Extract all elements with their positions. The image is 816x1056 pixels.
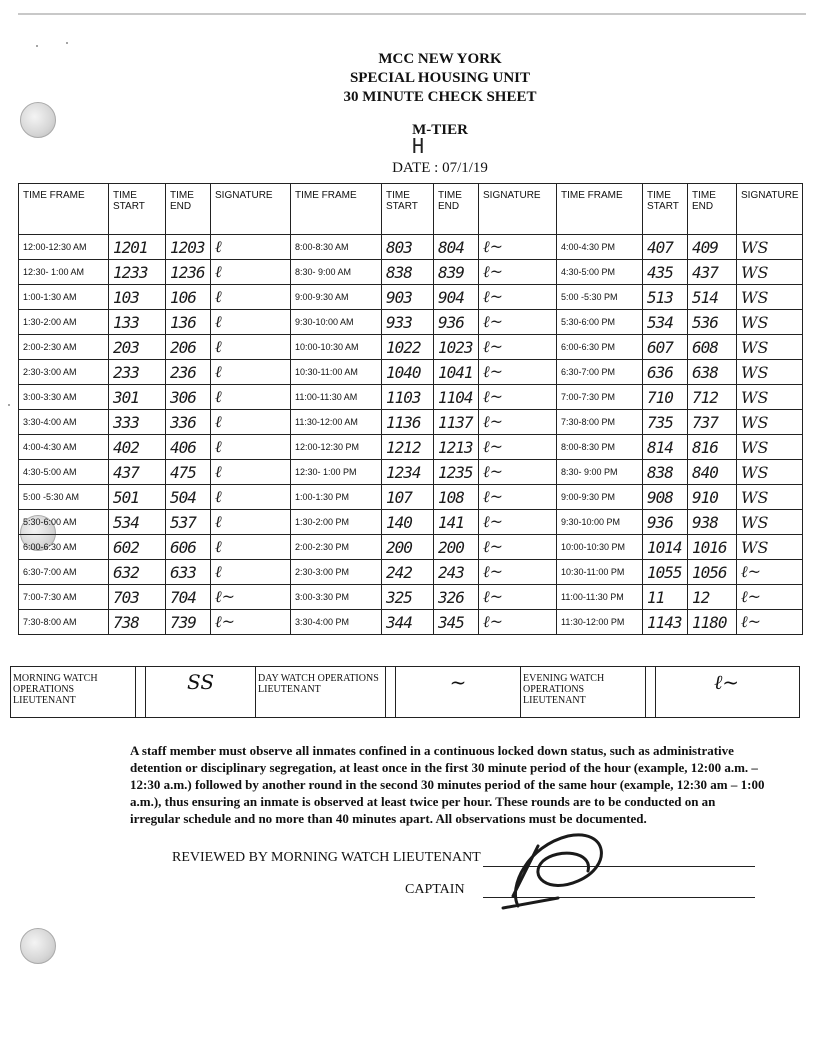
time-end-cell: 206 xyxy=(166,335,211,360)
signature-cell: ℓ xyxy=(211,360,291,385)
time-frame-cell: 10:30-11:00 PM xyxy=(557,560,643,585)
time-start-cell: 1055 xyxy=(643,560,688,585)
time-frame-cell: 1:30-2:00 AM xyxy=(19,310,109,335)
time-start-cell: 11 xyxy=(643,585,688,610)
signature-cell: ℓ xyxy=(211,460,291,485)
time-frame-cell: 11:00-11:30 PM xyxy=(557,585,643,610)
time-frame-cell: 6:00-6:30 AM xyxy=(19,535,109,560)
evening-lieutenant-label: EVENING WATCH OPERATIONS LIEUTENANT xyxy=(521,667,646,717)
time-end-cell: 1235 xyxy=(434,460,479,485)
table-row xyxy=(19,310,803,335)
signature-cell: WS xyxy=(737,260,803,285)
time-end-cell: 537 xyxy=(166,510,211,535)
sheet-title: 30 MINUTE CHECK SHEET xyxy=(343,89,537,105)
time-frame-cell: 5:00 -5:30 AM xyxy=(19,485,109,510)
time-frame-cell: 6:30-7:00 PM xyxy=(557,360,643,385)
evening-lieutenant-signature: ℓ~ xyxy=(713,670,740,694)
col-time-start: TIME START xyxy=(382,184,434,235)
signature-cell: ℓ xyxy=(211,310,291,335)
time-end-cell: 816 xyxy=(688,435,737,460)
time-start-cell: 107 xyxy=(382,485,434,510)
signature-cell: ℓ~ xyxy=(479,610,557,635)
table-row xyxy=(19,535,803,560)
time-start-cell: 838 xyxy=(643,460,688,485)
time-end-cell: 409 xyxy=(688,235,737,260)
time-frame-cell: 6:00-6:30 PM xyxy=(557,335,643,360)
signature-cell: WS xyxy=(737,460,803,485)
time-end-cell: 236 xyxy=(166,360,211,385)
time-start-cell: 632 xyxy=(109,560,166,585)
time-end-cell: 12 xyxy=(688,585,737,610)
time-frame-cell: 10:00-10:30 PM xyxy=(557,535,643,560)
time-frame-cell: 4:00-4:30 PM xyxy=(557,235,643,260)
time-frame-cell: 12:00-12:30 PM xyxy=(291,435,382,460)
time-end-cell: 633 xyxy=(166,560,211,585)
cell-spacer xyxy=(386,667,396,717)
time-end-cell: 475 xyxy=(166,460,211,485)
time-end-cell: 638 xyxy=(688,360,737,385)
time-end-cell: 712 xyxy=(688,385,737,410)
time-frame-cell: 5:30-6:00 PM xyxy=(557,310,643,335)
time-frame-cell: 11:00-11:30 AM xyxy=(291,385,382,410)
time-frame-cell: 8:00-8:30 AM xyxy=(291,235,382,260)
time-end-cell: 536 xyxy=(688,310,737,335)
table-row xyxy=(19,410,803,435)
table-row xyxy=(19,335,803,360)
signature-cell: ℓ~ xyxy=(479,235,557,260)
time-frame-cell: 9:30-10:00 PM xyxy=(557,510,643,535)
time-end-cell: 306 xyxy=(166,385,211,410)
signature-cell: WS xyxy=(737,310,803,335)
time-end-cell: 938 xyxy=(688,510,737,535)
time-start-cell: 1234 xyxy=(382,460,434,485)
day-lieutenant-signature: ~ xyxy=(396,667,521,717)
time-start-cell: 407 xyxy=(643,235,688,260)
time-frame-cell: 8:00-8:30 PM xyxy=(557,435,643,460)
time-start-cell: 344 xyxy=(382,610,434,635)
signature-cell: ℓ xyxy=(211,485,291,510)
time-end-cell: 804 xyxy=(434,235,479,260)
time-frame-cell: 2:30-3:00 PM xyxy=(291,560,382,585)
institution-name: MCC NEW YORK xyxy=(378,51,502,67)
time-end-cell: 326 xyxy=(434,585,479,610)
time-frame-cell: 7:30-8:00 AM xyxy=(19,610,109,635)
time-frame-cell: 9:00-9:30 PM xyxy=(557,485,643,510)
time-start-cell: 325 xyxy=(382,585,434,610)
table-row xyxy=(19,285,803,310)
scan-speck xyxy=(36,45,38,47)
time-end-cell: 514 xyxy=(688,285,737,310)
time-end-cell: 704 xyxy=(166,585,211,610)
signature-cell: ℓ~ xyxy=(479,385,557,410)
morning-lieutenant-signature: SS xyxy=(146,667,256,717)
signature-cell: ℓ xyxy=(211,410,291,435)
time-frame-cell: 12:00-12:30 AM xyxy=(19,235,109,260)
time-end-cell: 1056 xyxy=(688,560,737,585)
signature-cell: ℓ~ xyxy=(479,310,557,335)
time-frame-cell: 11:30-12:00 AM xyxy=(291,410,382,435)
time-frame-cell: 5:00 -5:30 PM xyxy=(557,285,643,310)
time-start-cell: 1040 xyxy=(382,360,434,385)
time-start-cell: 607 xyxy=(643,335,688,360)
time-start-cell: 103 xyxy=(109,285,166,310)
table-row xyxy=(19,560,803,585)
time-frame-cell: 3:30-4:00 PM xyxy=(291,610,382,635)
signature-cell: ℓ xyxy=(211,260,291,285)
time-start-cell: 936 xyxy=(643,510,688,535)
time-start-cell: 1233 xyxy=(109,260,166,285)
signature-cell: WS xyxy=(737,410,803,435)
time-frame-cell: 7:00-7:30 AM xyxy=(19,585,109,610)
check-table xyxy=(18,183,803,635)
time-end-cell: 141 xyxy=(434,510,479,535)
table-row xyxy=(19,435,803,460)
col-signature: SIGNATURE xyxy=(211,184,291,235)
time-end-cell: 200 xyxy=(434,535,479,560)
time-end-cell: 504 xyxy=(166,485,211,510)
time-end-cell: 1137 xyxy=(434,410,479,435)
signature-cell: ℓ~ xyxy=(479,410,557,435)
time-start-cell: 1136 xyxy=(382,410,434,435)
time-end-cell: 1041 xyxy=(434,360,479,385)
table-row xyxy=(19,510,803,535)
table-row xyxy=(19,460,803,485)
signature-cell: ℓ xyxy=(211,535,291,560)
time-start-cell: 908 xyxy=(643,485,688,510)
time-start-cell: 1103 xyxy=(382,385,434,410)
signature-cell: ℓ~ xyxy=(479,435,557,460)
time-frame-cell: 11:30-12:00 PM xyxy=(557,610,643,635)
time-start-cell: 203 xyxy=(109,335,166,360)
time-frame-cell: 6:30-7:00 AM xyxy=(19,560,109,585)
time-end-cell: 336 xyxy=(166,410,211,435)
sheet-date: DATE : 07/1/19 xyxy=(392,160,488,176)
time-end-cell: 936 xyxy=(434,310,479,335)
signature-cell: ℓ~ xyxy=(737,610,803,635)
time-frame-cell: 1:00-1:30 PM xyxy=(291,485,382,510)
table-row xyxy=(19,485,803,510)
time-start-cell: 710 xyxy=(643,385,688,410)
time-start-cell: 903 xyxy=(382,285,434,310)
signature-cell: ℓ~ xyxy=(479,335,557,360)
time-end-cell: 1203 xyxy=(166,235,211,260)
time-frame-cell: 9:30-10:00 AM xyxy=(291,310,382,335)
signature-cell: ℓ~ xyxy=(737,585,803,610)
time-start-cell: 534 xyxy=(643,310,688,335)
time-start-cell: 242 xyxy=(382,560,434,585)
time-start-cell: 1212 xyxy=(382,435,434,460)
scan-speck xyxy=(66,42,68,44)
signature-cell: ℓ xyxy=(211,435,291,460)
time-start-cell: 435 xyxy=(643,260,688,285)
time-start-cell: 140 xyxy=(382,510,434,535)
table-header-row xyxy=(19,184,803,235)
document-header xyxy=(0,50,816,107)
time-end-cell: 910 xyxy=(688,485,737,510)
time-frame-cell: 12:30- 1:00 AM xyxy=(19,260,109,285)
unit-name: SPECIAL HOUSING UNIT xyxy=(349,70,531,86)
signature-cell: ℓ xyxy=(211,385,291,410)
col-time-start: TIME START xyxy=(643,184,688,235)
time-start-cell: 402 xyxy=(109,435,166,460)
time-end-cell: 904 xyxy=(434,285,479,310)
time-frame-cell: 9:00-9:30 AM xyxy=(291,285,382,310)
time-start-cell: 738 xyxy=(109,610,166,635)
time-frame-cell: 10:00-10:30 AM xyxy=(291,335,382,360)
time-frame-cell: 4:30-5:00 PM xyxy=(557,260,643,285)
reviewer-signature-scrawl xyxy=(498,826,618,912)
time-start-cell: 1022 xyxy=(382,335,434,360)
col-time-frame: TIME FRAME xyxy=(19,184,109,235)
time-start-cell: 333 xyxy=(109,410,166,435)
signature-cell: ℓ xyxy=(211,335,291,360)
col-time-end: TIME END xyxy=(166,184,211,235)
time-end-cell: 1023 xyxy=(434,335,479,360)
col-time-end: TIME END xyxy=(688,184,737,235)
time-frame-cell: 3:00-3:30 AM xyxy=(19,385,109,410)
time-start-cell: 838 xyxy=(382,260,434,285)
time-frame-cell: 3:00-3:30 PM xyxy=(291,585,382,610)
day-lieutenant-label: DAY WATCH OPERATIONS LIEUTENANT xyxy=(256,667,386,717)
col-time-frame: TIME FRAME xyxy=(557,184,643,235)
signature-cell: WS xyxy=(737,285,803,310)
time-end-cell: 406 xyxy=(166,435,211,460)
time-end-cell: 1016 xyxy=(688,535,737,560)
signature-cell: WS xyxy=(737,335,803,360)
time-end-cell: 437 xyxy=(688,260,737,285)
time-start-cell: 437 xyxy=(109,460,166,485)
time-frame-cell: 4:30-5:00 AM xyxy=(19,460,109,485)
time-frame-cell: 2:30-3:00 AM xyxy=(19,360,109,385)
time-frame-cell: 7:30-8:00 PM xyxy=(557,410,643,435)
col-time-start: TIME START xyxy=(109,184,166,235)
time-start-cell: 735 xyxy=(643,410,688,435)
signature-cell: ℓ~ xyxy=(479,560,557,585)
time-start-cell: 703 xyxy=(109,585,166,610)
time-end-cell: 1213 xyxy=(434,435,479,460)
time-end-cell: 1104 xyxy=(434,385,479,410)
time-start-cell: 1201 xyxy=(109,235,166,260)
time-frame-cell: 8:30- 9:00 AM xyxy=(291,260,382,285)
cell-spacer xyxy=(646,667,656,717)
signature-cell: ℓ xyxy=(211,285,291,310)
signature-cell: WS xyxy=(737,435,803,460)
time-frame-cell: 8:30- 9:00 PM xyxy=(557,460,643,485)
time-end-cell: 840 xyxy=(688,460,737,485)
time-frame-cell: 10:30-11:00 AM xyxy=(291,360,382,385)
lieutenant-signoff-row xyxy=(10,666,800,718)
time-end-cell: 345 xyxy=(434,610,479,635)
time-start-cell: 301 xyxy=(109,385,166,410)
tier-handwritten: H xyxy=(412,134,425,158)
signature-cell: ℓ xyxy=(211,510,291,535)
time-end-cell: 739 xyxy=(166,610,211,635)
signature-cell: ℓ xyxy=(211,560,291,585)
table-row xyxy=(19,610,803,635)
time-start-cell: 233 xyxy=(109,360,166,385)
signature-cell: ℓ~ xyxy=(737,560,803,585)
time-start-cell: 933 xyxy=(382,310,434,335)
time-end-cell: 106 xyxy=(166,285,211,310)
time-end-cell: 839 xyxy=(434,260,479,285)
morning-lieutenant-label: MORNING WATCH OPERATIONS LIEUTENANT xyxy=(11,667,136,717)
time-frame-cell: 7:00-7:30 PM xyxy=(557,385,643,410)
signature-cell: ℓ~ xyxy=(479,535,557,560)
signature-cell: ℓ~ xyxy=(479,485,557,510)
time-frame-cell: 4:00-4:30 AM xyxy=(19,435,109,460)
signature-cell: ℓ xyxy=(211,235,291,260)
time-start-cell: 814 xyxy=(643,435,688,460)
signature-cell: ℓ~ xyxy=(211,585,291,610)
time-frame-cell: 2:00-2:30 AM xyxy=(19,335,109,360)
top-rule xyxy=(18,13,806,15)
punch-hole xyxy=(20,928,56,964)
time-frame-cell: 3:30-4:00 AM xyxy=(19,410,109,435)
table-row xyxy=(19,260,803,285)
signature-cell: WS xyxy=(737,535,803,560)
time-end-cell: 737 xyxy=(688,410,737,435)
time-end-cell: 606 xyxy=(166,535,211,560)
table-row xyxy=(19,385,803,410)
table-row xyxy=(19,360,803,385)
reviewed-by-label: REVIEWED BY MORNING WATCH LIEUTENANT xyxy=(172,850,481,865)
tier-label: M-TIER xyxy=(412,122,468,138)
signature-cell: ℓ~ xyxy=(479,285,557,310)
signature-cell: WS xyxy=(737,235,803,260)
time-end-cell: 608 xyxy=(688,335,737,360)
cell-spacer xyxy=(136,667,146,717)
signature-cell: WS xyxy=(737,485,803,510)
signature-cell: ℓ~ xyxy=(211,610,291,635)
time-end-cell: 1236 xyxy=(166,260,211,285)
time-start-cell: 133 xyxy=(109,310,166,335)
signature-cell: WS xyxy=(737,360,803,385)
scan-speck xyxy=(8,404,10,406)
time-start-cell: 200 xyxy=(382,535,434,560)
time-start-cell: 803 xyxy=(382,235,434,260)
signature-cell: ℓ~ xyxy=(479,510,557,535)
time-start-cell: 513 xyxy=(643,285,688,310)
signature-cell: ℓ~ xyxy=(479,585,557,610)
time-frame-cell: 2:00-2:30 PM xyxy=(291,535,382,560)
time-end-cell: 136 xyxy=(166,310,211,335)
signature-cell: ℓ~ xyxy=(479,360,557,385)
time-start-cell: 534 xyxy=(109,510,166,535)
table-row xyxy=(19,235,803,260)
time-start-cell: 1014 xyxy=(643,535,688,560)
time-end-cell: 243 xyxy=(434,560,479,585)
col-signature: SIGNATURE xyxy=(479,184,557,235)
captain-label: CAPTAIN xyxy=(405,882,465,897)
time-frame-cell: 5:30-6:00 AM xyxy=(19,510,109,535)
policy-paragraph: A staff member must observe all inmates confined in a continuous locked down status, such as administrative detention or disciplinary segregation, at least once in the first 30 minute period of the hour (example, 12:00 a.m. – 12:30 a.m.) followed by another round in the second 30 minutes period of the same hour (example, 12:30 am – 1:00 a.m.), thus ensuring an inmate is observed at least twice per hour. These rounds are to be conducted on an irregular schedule and no more than 40 minutes apart. All observations must be documented. xyxy=(130,743,765,826)
col-time-end: TIME END xyxy=(434,184,479,235)
time-end-cell: 1180 xyxy=(688,610,737,635)
signature-cell: ℓ~ xyxy=(479,260,557,285)
time-start-cell: 602 xyxy=(109,535,166,560)
signature-cell: WS xyxy=(737,385,803,410)
signature-cell: ℓ~ xyxy=(479,460,557,485)
time-frame-cell: 1:30-2:00 PM xyxy=(291,510,382,535)
time-start-cell: 1143 xyxy=(643,610,688,635)
time-start-cell: 636 xyxy=(643,360,688,385)
col-signature: SIGNATURE xyxy=(737,184,803,235)
signature-cell: WS xyxy=(737,510,803,535)
col-time-frame: TIME FRAME xyxy=(291,184,382,235)
time-frame-cell: 1:00-1:30 AM xyxy=(19,285,109,310)
table-row xyxy=(19,585,803,610)
time-start-cell: 501 xyxy=(109,485,166,510)
time-frame-cell: 12:30- 1:00 PM xyxy=(291,460,382,485)
time-end-cell: 108 xyxy=(434,485,479,510)
